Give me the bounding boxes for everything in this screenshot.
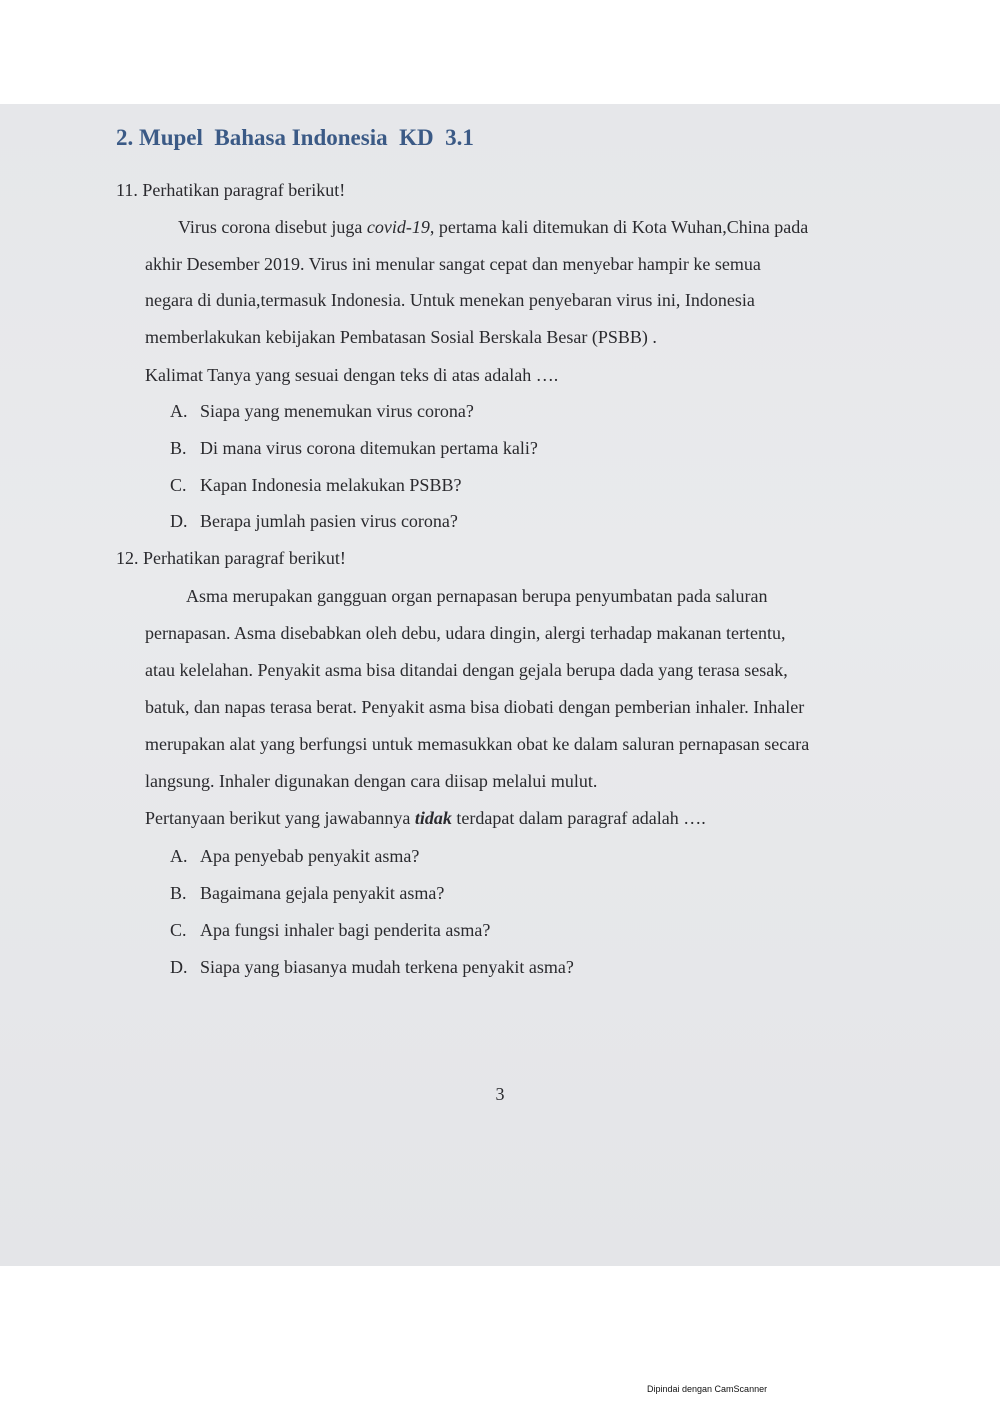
question-12-option-c: C. Apa fungsi inhaler bagi penderita asma? [170, 920, 491, 940]
question-12-paragraph-line-6: langsung. Inhaler digunakan dengan cara diisap melalui mulut. [145, 771, 598, 791]
question-11-paragraph-line-3: negara di dunia,termasuk Indonesia. Untuk menekan penyebaran virus ini, Indonesia [145, 290, 755, 310]
question-12-option-b: B. Bagaimana gejala penyakit asma? [170, 883, 445, 903]
question-12-question: Pertanyaan berikut yang jawabannya tidak terdapat dalam paragraf adalah …. [145, 808, 706, 828]
question-11-paragraph-line-2: akhir Desember 2019. Virus ini menular sangat cepat dan menyebar hampir ke semua [145, 254, 761, 274]
question-11-option-a: A. Siapa yang menemukan virus corona? [170, 401, 474, 421]
page-number: 3 [495, 1084, 505, 1104]
scanned-page [0, 104, 1000, 1266]
emphasis-tidak: tidak [414, 808, 452, 828]
question-12-option-d: D. Siapa yang biasanya mudah terkena penyakit asma? [170, 957, 574, 977]
question-11-question: Kalimat Tanya yang sesuai dengan teks di atas adalah …. [145, 365, 559, 385]
question-12-paragraph-line-1: Asma merupakan gangguan organ pernapasan berupa penyumbatan pada saluran [186, 586, 768, 606]
question-12-prompt: 12. Perhatikan paragraf berikut! [116, 548, 346, 568]
question-11-option-b: B. Di mana virus corona ditemukan pertama kali? [170, 438, 538, 458]
scanner-watermark: Dipindai dengan CamScanner [647, 1384, 768, 1394]
question-12-paragraph-line-3: atau kelelahan. Penyakit asma bisa ditandai dengan gejala berupa dada yang terasa sesak, [145, 660, 788, 680]
question-11-option-d: D. Berapa jumlah pasien virus corona? [170, 511, 458, 531]
section-heading: 2. Mupel Bahasa Indonesia KD 3.1 [116, 125, 474, 150]
question-11-paragraph-line-1: Virus corona disebut juga covid-19, pertama kali ditemukan di Kota Wuhan,China pada [178, 217, 809, 237]
question-11-paragraph-line-4: memberlakukan kebijakan Pembatasan Sosial Berskala Besar (PSBB) . [145, 327, 657, 347]
question-11-option-c: C. Kapan Indonesia melakukan PSBB? [170, 475, 462, 495]
question-12-option-a: A. Apa penyebab penyakit asma? [170, 846, 420, 866]
covid-term: covid-19 [366, 217, 430, 237]
question-11-prompt: 11. Perhatikan paragraf berikut! [116, 180, 346, 200]
question-12-paragraph-line-2: pernapasan. Asma disebabkan oleh debu, udara dingin, alergi terhadap makanan tertentu, [145, 623, 786, 643]
question-12-paragraph-line-5: merupakan alat yang berfungsi untuk memasukkan obat ke dalam saluran pernapasan secara [145, 734, 810, 754]
question-12-paragraph-line-4: batuk, dan napas terasa berat. Penyakit asma bisa diobati dengan pemberian inhaler. Inhaler [145, 697, 805, 717]
